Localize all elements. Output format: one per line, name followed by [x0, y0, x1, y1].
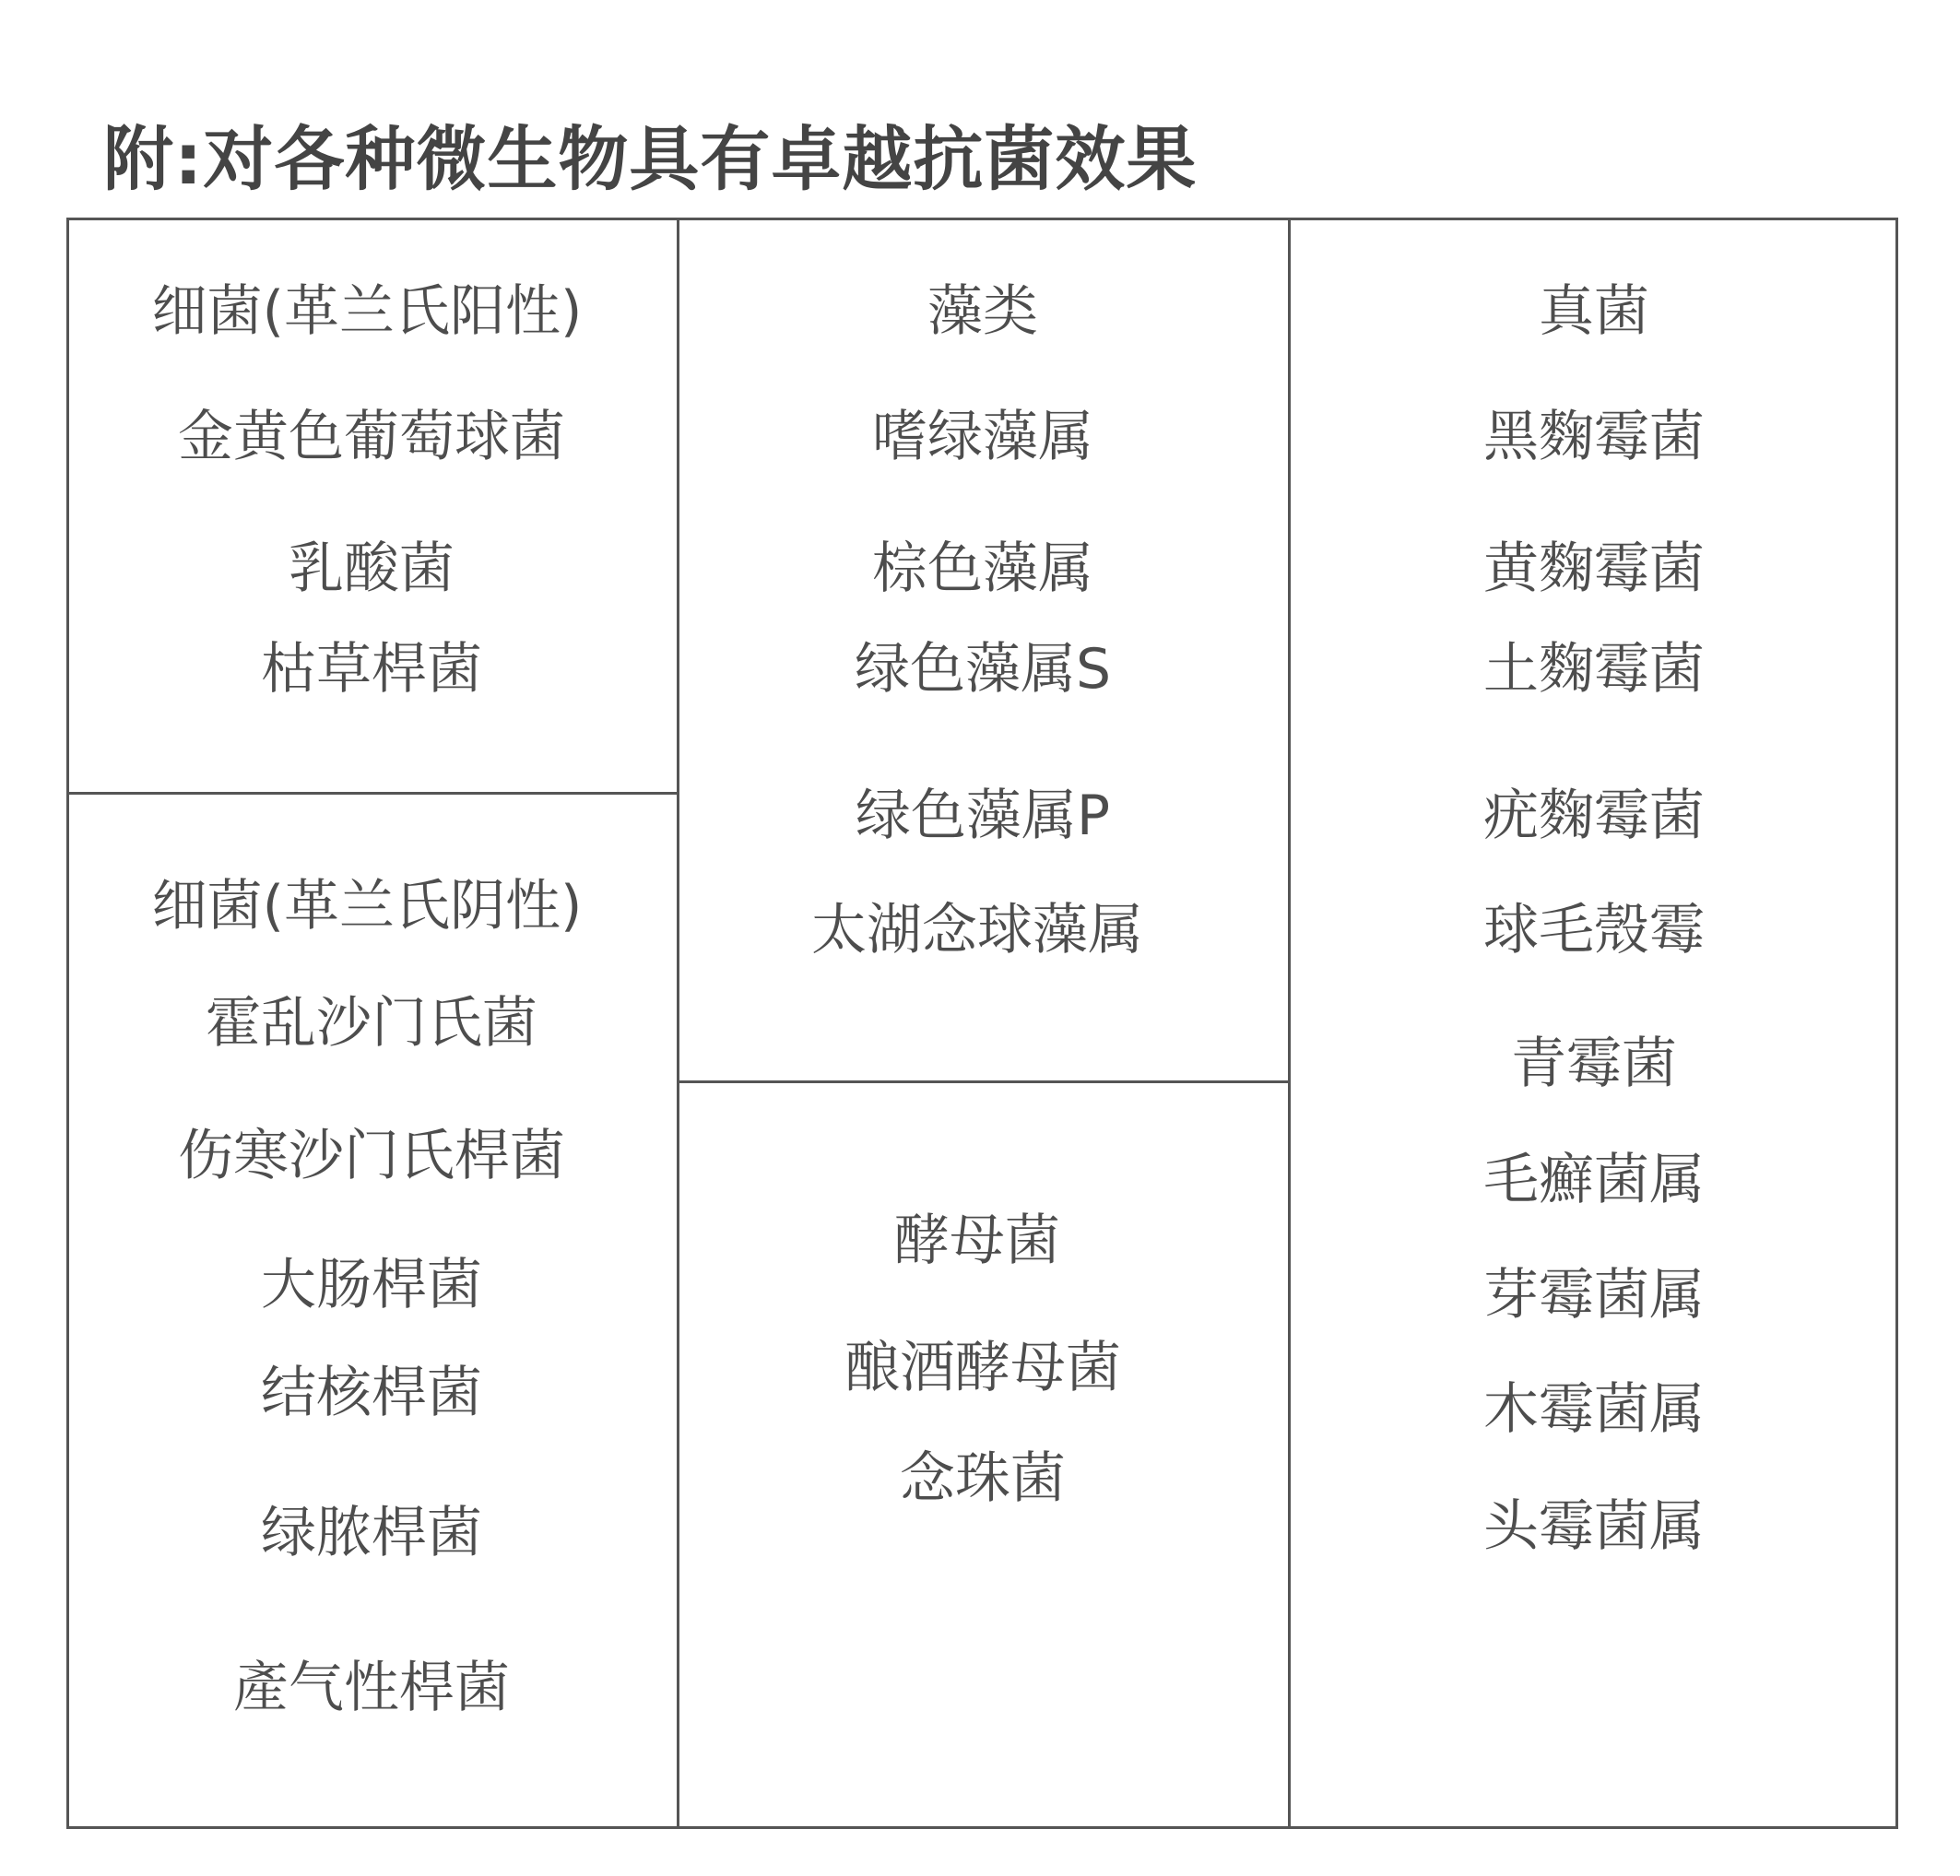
list-item: 土麴霉菌 — [1483, 637, 1705, 702]
list-item: 绿色藻属S — [854, 637, 1112, 702]
list-item: 酵母菌 — [894, 1209, 1060, 1273]
list-item: 金黄色葡萄球菌 — [178, 405, 565, 469]
list-item: 大肠桿菌 — [261, 1253, 482, 1317]
column-divider-1 — [677, 218, 679, 1829]
row-divider-middle — [677, 1080, 1291, 1083]
list-item: 绿色藻属P — [855, 784, 1111, 848]
list-item: 头霉菌属 — [1483, 1494, 1705, 1559]
page-title: 附:对各种微生物具有卓越抗菌效果 — [103, 118, 1198, 200]
list-item: 念珠菌 — [900, 1446, 1066, 1511]
list-item: 棕色藻属 — [872, 537, 1093, 601]
list-item: 疣麴霉菌 — [1483, 784, 1705, 848]
row-divider-left — [66, 792, 679, 795]
list-item: 木霉菌属 — [1483, 1377, 1705, 1442]
list-item: 青霉菌 — [1511, 1032, 1677, 1096]
list-item: 乳酸菌 — [289, 537, 455, 601]
list-item: 芽霉菌属 — [1483, 1263, 1705, 1327]
column-divider-2 — [1288, 218, 1291, 1829]
list-item: 球毛殼霉 — [1483, 898, 1705, 962]
list-item: 嗜绿藻属 — [872, 405, 1093, 469]
gram-positive-header: 细菌(革兰氏阳性) — [151, 279, 583, 344]
fungi-header: 真菌 — [1539, 279, 1649, 344]
list-item: 酿酒酵母菌 — [844, 1336, 1121, 1400]
list-item: 枯草桿菌 — [261, 637, 482, 702]
list-item: 结核桿菌 — [261, 1361, 482, 1425]
list-item: 毛癬菌属 — [1483, 1148, 1705, 1212]
list-item: 伤寒沙门氏桿菌 — [178, 1124, 565, 1188]
gram-negative-header: 细菌(革兰氏阴性) — [151, 874, 583, 938]
list-item: 黄麴霉菌 — [1483, 537, 1705, 601]
list-item: 黑麴霉菌 — [1483, 405, 1705, 469]
list-item: 绿脓桿菌 — [261, 1501, 482, 1565]
list-item: 太湖念球藻属 — [811, 898, 1143, 962]
list-item: 霍乱沙门氏菌 — [206, 991, 537, 1056]
algae-header: 藻类 — [927, 279, 1038, 344]
list-item: 產气性桿菌 — [233, 1656, 510, 1720]
